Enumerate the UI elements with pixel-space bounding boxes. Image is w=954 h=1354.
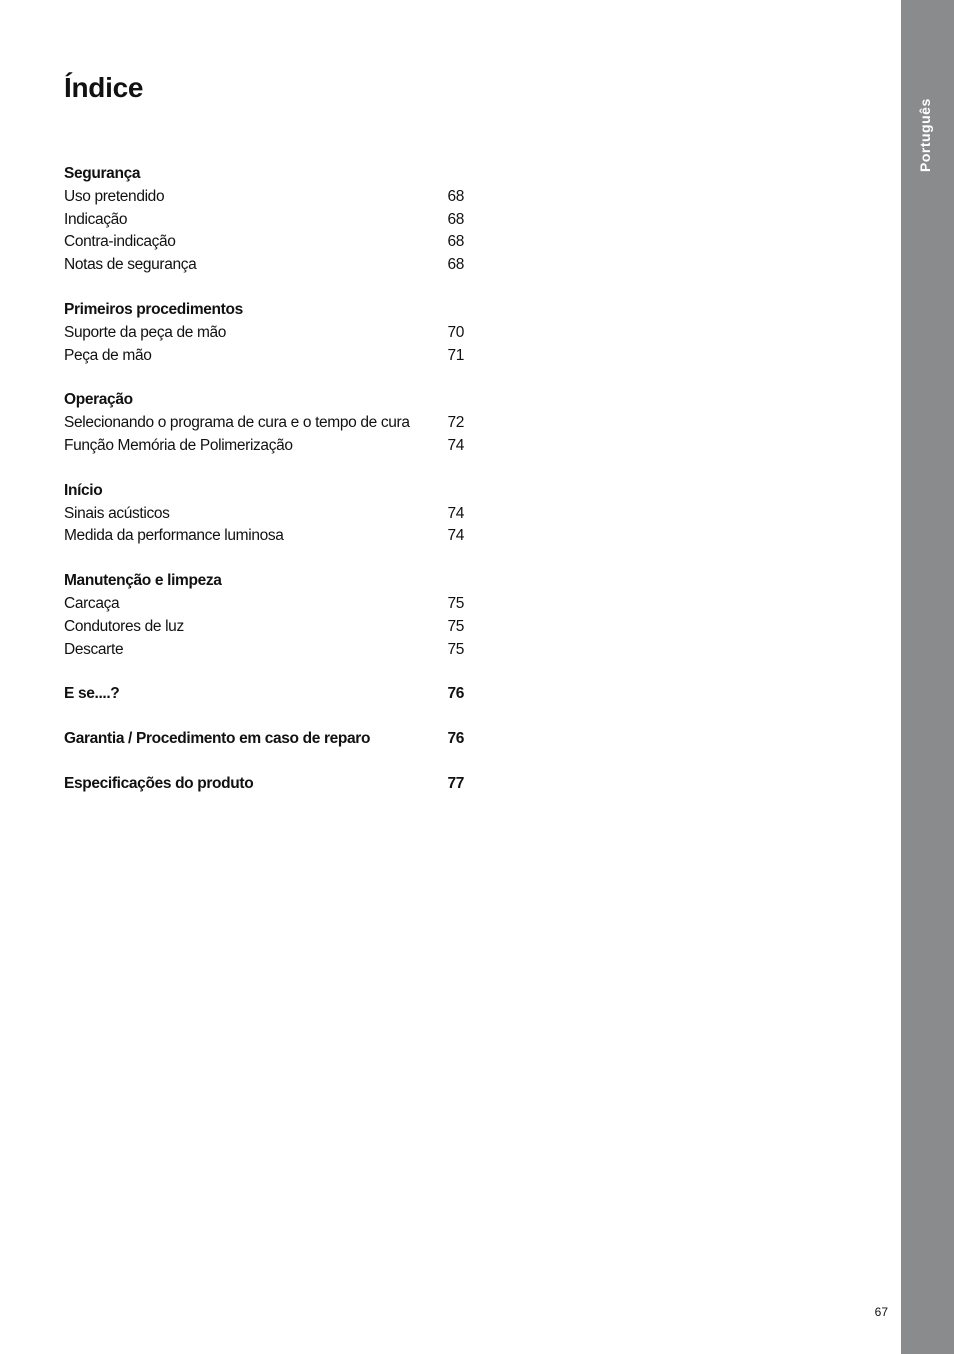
toc-heading-page: 76 xyxy=(447,685,464,703)
toc-entry[interactable] xyxy=(64,231,464,254)
toc-entry[interactable] xyxy=(64,254,464,277)
toc-entry[interactable] xyxy=(64,345,464,368)
language-tab-label: Português xyxy=(917,98,933,172)
page-title: Índice xyxy=(64,72,144,103)
toc-heading-label: Início xyxy=(64,481,103,499)
toc-entry-page: 74 xyxy=(447,504,464,522)
toc-entry[interactable] xyxy=(64,503,464,526)
toc-entry[interactable] xyxy=(64,435,464,458)
toc-entry-label: Notas de segurança xyxy=(64,256,197,274)
toc-entry-label: Selecionando o programa de cura e o tempo de cura xyxy=(64,414,410,432)
toc-entry-page: 68 xyxy=(447,210,464,228)
toc-section xyxy=(64,773,464,796)
toc-entry-page: 75 xyxy=(447,617,464,635)
toc-heading[interactable] xyxy=(64,570,464,593)
table-of-contents xyxy=(64,163,464,818)
toc-heading-page: 77 xyxy=(447,774,464,792)
toc-heading-label: Garantia / Procedimento em caso de reparo xyxy=(64,730,371,748)
toc-section xyxy=(64,389,464,457)
language-side-tab xyxy=(901,0,954,1354)
toc-section xyxy=(64,683,464,706)
toc-entry-label: Medida da performance luminosa xyxy=(64,527,284,545)
toc-section xyxy=(64,299,464,367)
toc-entry-page: 68 xyxy=(447,233,464,251)
toc-heading[interactable] xyxy=(64,480,464,503)
toc-section xyxy=(64,728,464,751)
toc-entry-page: 68 xyxy=(447,256,464,274)
toc-section xyxy=(64,480,464,548)
toc-entry-page: 75 xyxy=(447,594,464,612)
toc-entry[interactable] xyxy=(64,639,464,662)
toc-heading-label: E se....? xyxy=(64,685,120,703)
toc-entry-page: 74 xyxy=(447,527,464,545)
toc-entry[interactable] xyxy=(64,412,464,435)
toc-entry-page: 74 xyxy=(447,436,464,454)
toc-heading-label: Operação xyxy=(64,391,133,409)
toc-heading[interactable] xyxy=(64,299,464,322)
toc-heading[interactable] xyxy=(64,163,464,186)
toc-section xyxy=(64,570,464,661)
toc-entry-label: Indicação xyxy=(64,210,128,228)
toc-heading[interactable] xyxy=(64,683,464,706)
toc-heading[interactable] xyxy=(64,389,464,412)
toc-entry-label: Descarte xyxy=(64,640,124,658)
toc-entry[interactable] xyxy=(64,525,464,548)
toc-entry[interactable] xyxy=(64,322,464,345)
toc-entry-label: Suporte da peça de mão xyxy=(64,323,227,341)
toc-entry-label: Sinais acústicos xyxy=(64,504,170,522)
toc-entry[interactable] xyxy=(64,593,464,616)
toc-heading[interactable] xyxy=(64,773,464,796)
toc-heading-label: Segurança xyxy=(64,165,141,182)
toc-heading-label: Manutenção e limpeza xyxy=(64,572,222,590)
toc-entry-page: 72 xyxy=(447,414,464,432)
toc-entry-page: 71 xyxy=(447,346,464,364)
toc-heading-label: Especificações do produto xyxy=(64,774,254,792)
toc-entry-label: Uso pretendido xyxy=(64,187,165,205)
toc-heading-label: Primeiros procedimentos xyxy=(64,300,243,318)
toc-entry-label: Contra-indicação xyxy=(64,233,176,251)
page-number: 67 xyxy=(874,1305,888,1319)
toc-entry-page: 68 xyxy=(447,187,464,205)
toc-entry-page: 70 xyxy=(447,323,464,341)
toc-section xyxy=(64,163,464,277)
toc-heading[interactable] xyxy=(64,728,464,751)
toc-entry-label: Condutores de luz xyxy=(64,617,184,635)
toc-entry-label: Função Memória de Polimerização xyxy=(64,436,293,454)
toc-entry[interactable] xyxy=(64,186,464,209)
toc-entry-label: Carcaça xyxy=(64,594,120,612)
toc-heading-page: 76 xyxy=(447,730,464,748)
toc-entry-page: 75 xyxy=(447,640,464,658)
toc-entry-label: Peça de mão xyxy=(64,346,152,364)
toc-entry[interactable] xyxy=(64,209,464,232)
toc-entry[interactable] xyxy=(64,616,464,639)
